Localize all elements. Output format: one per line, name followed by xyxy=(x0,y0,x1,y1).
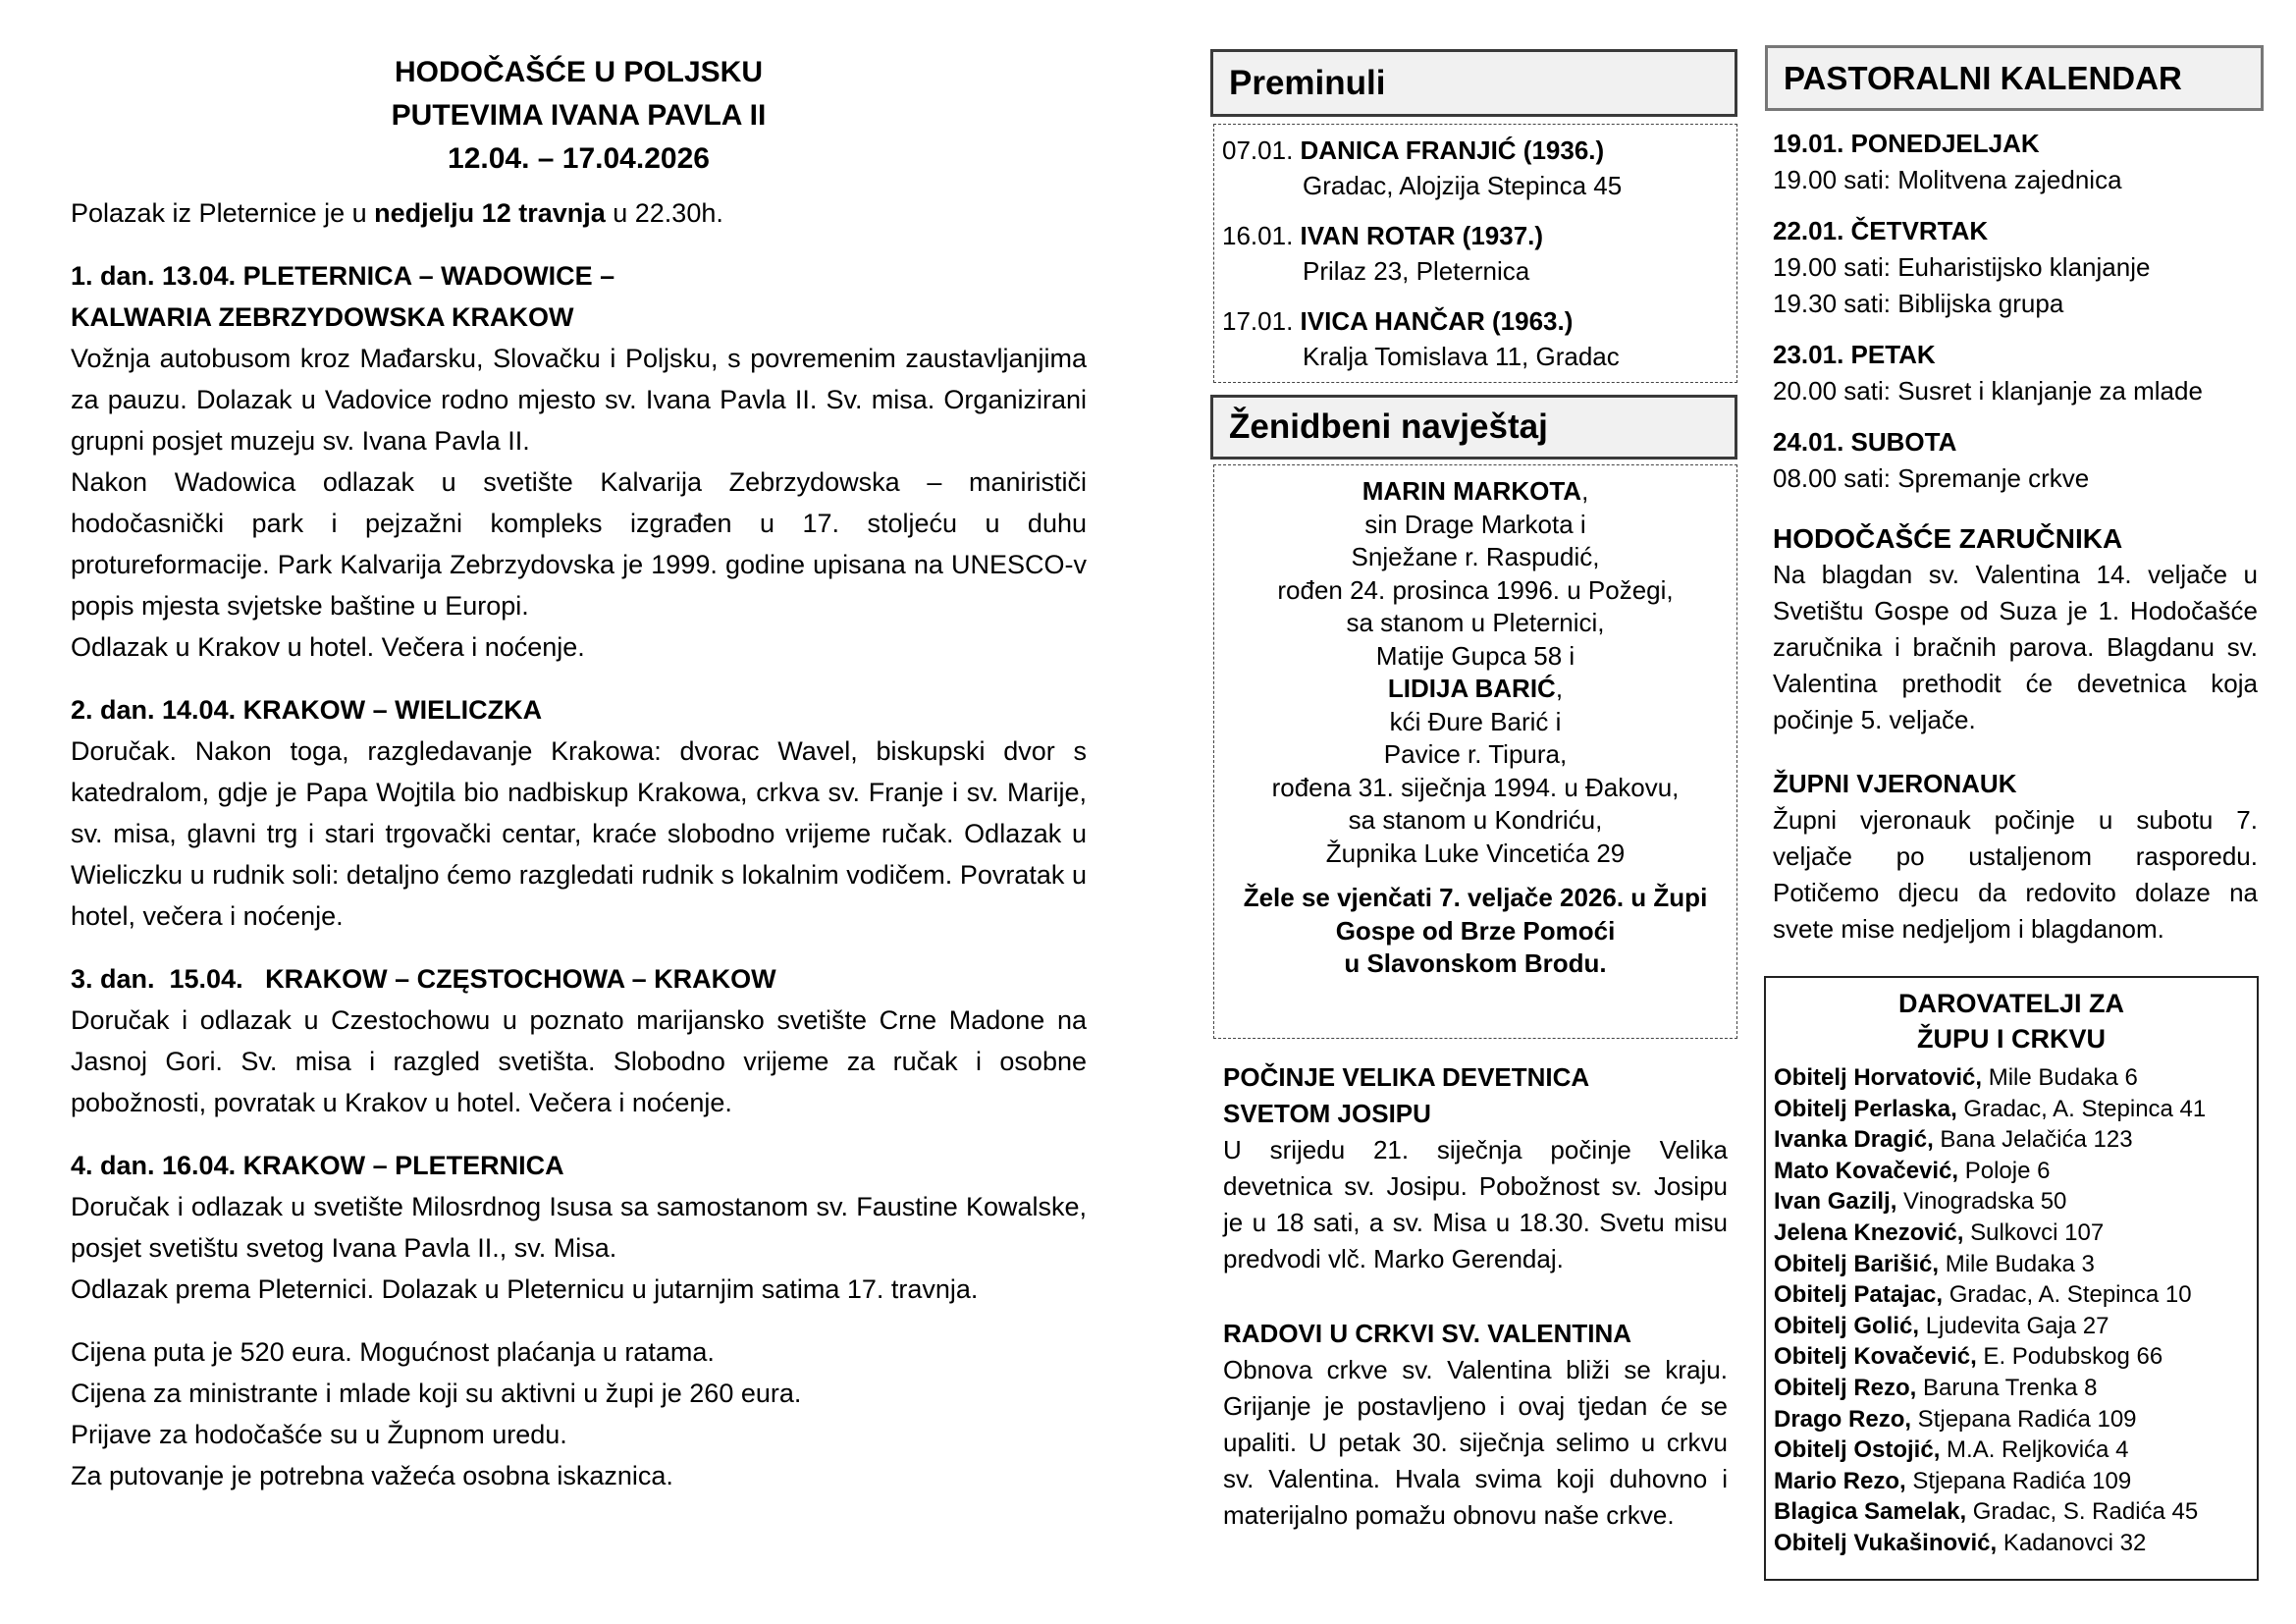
groom-name: MARIN MARKOTA xyxy=(1362,476,1582,506)
departure-text: Polazak iz Pleternice je u xyxy=(71,198,375,228)
calendar-event xyxy=(1773,337,2264,409)
donor-row xyxy=(1774,1496,2257,1528)
groom-detail: Matije Gupca 58 i xyxy=(1375,640,1575,671)
donor-row xyxy=(1774,1466,2257,1497)
id-requirement-line: Za putovanje je potrebna važeća osobna iskaznica. xyxy=(71,1461,673,1490)
event-day: 24.01. SUBOTA xyxy=(1773,427,1957,457)
donor-row xyxy=(1774,1094,2257,1125)
title-line: HODOČAŠĆE U POLJSKU xyxy=(394,56,764,88)
donor-name: Mato Kovačević, xyxy=(1774,1157,1959,1184)
wedding-line: u Slavonskom Brodu. xyxy=(1344,948,1607,978)
wedding-announcement xyxy=(1214,882,1736,981)
deceased-entry xyxy=(1222,218,1736,289)
church-works-section xyxy=(1223,1316,1728,1534)
bride-detail: Pavice r. Tipura, xyxy=(1383,739,1568,769)
donor-name: Jelena Knezović, xyxy=(1774,1218,1964,1246)
day-heading: 3. dan. 15.04. KRAKOW – CZĘSTOCHOWA – KRAKOW xyxy=(71,964,776,994)
day-paragraph: Doručak i odlazak u Czestochowu u poznato marijansko svetište Crne Madone na Jasnoj Gori. Sv. misa i razgled svetišta. Slobodno vrijeme za ručak i osobne pobožnosti, povratak u Krakov u hotel. Večera i noćenje. xyxy=(71,1005,1087,1117)
death-date: 16.01. xyxy=(1222,221,1294,250)
calendar-event xyxy=(1773,424,2264,497)
departure-time: u 22.30h. xyxy=(605,198,723,228)
day-paragraph: Vožnja autobusom kroz Mađarsku, Slovačku i Poljsku, s povremenim zaustavljanjima za pauzu. Dolazak u Vadovice rodno mjesto sv. Ivana Pavla II. Sv. misa. Organizirani grupni posjet muzeju sv. Ivana Pavla II. xyxy=(71,344,1087,456)
pastoral-calendar-title: PASTORALNI KALENDAR xyxy=(1784,59,2182,96)
church-works-text: Obnova crkve sv. Valentina bliži se kraju. Grijanje je postavljeno i ovaj tjedan će se upaliti. U petak 30. siječnja selimo u crkvu sv. Valentina. Hvala svima koji duhovno i materijalno pomažu obnovu naše crkve. xyxy=(1223,1355,1728,1530)
title-dates: 12.04. – 17.04.2026 xyxy=(448,142,710,175)
donor-address: Stjepana Radića 109 xyxy=(1911,1405,2137,1433)
deceased-name: DANICA FRANJIĆ (1936.) xyxy=(1300,135,1605,165)
donor-row xyxy=(1774,1156,2257,1187)
donor-row xyxy=(1774,1311,2257,1342)
novena-section xyxy=(1223,1059,1728,1277)
donor-address: Poloje 6 xyxy=(1958,1157,2051,1184)
donor-address: Stjepana Radića 109 xyxy=(1905,1467,2132,1494)
pilgrimage-info xyxy=(71,1331,1087,1496)
pilgrimage-article xyxy=(71,51,1087,1496)
calendar-event xyxy=(1773,126,2264,198)
deceased-name: IVAN ROTAR (1937.) xyxy=(1300,221,1544,250)
event-day: 23.01. PETAK xyxy=(1773,340,1936,369)
youth-price-line: Cijena za ministrante i mlade koji su aktivni u župi je 260 eura. xyxy=(71,1379,802,1408)
donor-name: Obitelj Golić, xyxy=(1774,1312,1920,1339)
event-item: 08.00 sati: Spremanje crkve xyxy=(1773,463,2090,493)
departure-date: nedjelju 12 travnja xyxy=(374,198,606,228)
church-works-heading: RADOVI U CRKVI SV. VALENTINA xyxy=(1223,1319,1632,1348)
price-line: Cijena puta je 520 eura. Mogućnost plaćanja u ratama. xyxy=(71,1337,715,1367)
donor-name: Obitelj Rezo, xyxy=(1774,1374,1917,1401)
donor-row xyxy=(1774,1435,2257,1466)
donors-box xyxy=(1764,976,2259,1581)
novena-heading: POČINJE VELIKA DEVETNICA xyxy=(1223,1062,1590,1092)
day-paragraph: Doručak. Nakon toga, razgledavanje Krakowa: dvorac Wavel, biskupski dvor s katedralom, gdje je Papa Wojtila bio nadbiskup Krakowa, crkva sv. Franje i sv. Marije, sv. misa, glavni trg i stari trgovački centar, kraće slobodno vrijeme ručak. Odlazak u Wieliczku u rudnik soli: detaljno ćemo razgledati rudnik s lokalnim vodičem. Povratak u hotel, večera i noćenje. xyxy=(71,736,1087,931)
donor-row xyxy=(1774,1186,2257,1218)
groom-detail: sin Drage Markota i xyxy=(1364,509,1586,539)
event-item: 20.00 sati: Susret i klanjanje za mlade xyxy=(1773,376,2203,406)
donor-address: Gradac, A. Stepinca 10 xyxy=(1943,1281,2192,1309)
donor-name: Obitelj Patajac, xyxy=(1774,1281,1944,1309)
donor-name: Obitelj Vukašinović, xyxy=(1774,1529,1998,1556)
catechism-text: Župni vjeronauk počinje u subotu 7. veljače po ustaljenom rasporedu. Potičemo djecu da redovito dolaze na svete mise nedjeljom i blagdanom. xyxy=(1773,805,2258,944)
donor-address: M.A. Reljkovića 4 xyxy=(1940,1436,2129,1464)
groom-detail: rođen 24. prosinca 1996. u Požegi, xyxy=(1277,574,1674,605)
event-item: 19.30 sati: Biblijska grupa xyxy=(1773,289,2064,318)
marriage-banns-title: Ženidbeni navještaj xyxy=(1229,407,1548,446)
deceased-entry xyxy=(1222,303,1736,374)
donor-name: Obitelj Kovačević, xyxy=(1774,1343,1977,1371)
donors-title xyxy=(1774,986,2257,1056)
marriage-banns-header xyxy=(1210,395,1737,460)
engaged-pilgrimage-text: Na blagdan sv. Valentina 14. veljače u Svetištu Gospe od Suza je 1. Hodočašće zaručnika i bračnih parova. Blagdanu sv. Valentina prethodit će devetnica koja počinje 5. veljače. xyxy=(1773,560,2258,734)
deceased-list xyxy=(1213,124,1737,383)
bride-detail: kći Đure Barić i xyxy=(1389,706,1562,736)
day-paragraph: Odlazak u Krakov u hotel. Večera i noćenje. xyxy=(71,632,585,662)
groom-detail: sa stanom u Pleternici, xyxy=(1346,608,1605,637)
event-day: 19.01. PONEDJELJAK xyxy=(1773,129,2040,158)
day-heading: 4. dan. 16.04. KRAKOW – PLETERNICA xyxy=(71,1151,564,1180)
day-heading: 1. dan. 13.04. PLETERNICA – WADOWICE – xyxy=(71,261,615,291)
donor-name: Mario Rezo, xyxy=(1774,1467,1906,1494)
event-item: 19.00 sati: Molitvena zajednica xyxy=(1773,165,2122,194)
donor-name: Drago Rezo, xyxy=(1774,1405,1912,1433)
wedding-line: Žele se vjenčati 7. veljače 2026. u Župi xyxy=(1243,883,1708,912)
day-4 xyxy=(71,1145,1087,1310)
deceased-header xyxy=(1210,49,1737,117)
day-paragraph: Odlazak prema Pleternici. Dolazak u Pleternicu u jutarnjim satima 17. travnja. xyxy=(71,1274,979,1304)
wedding-line: Gospe od Brze Pomoći xyxy=(1335,915,1616,946)
donor-name: Blagica Samelak, xyxy=(1774,1498,1967,1526)
donor-address: Sulkovci 107 xyxy=(1963,1218,2105,1246)
event-day: 22.01. ČETVRTAK xyxy=(1773,216,1989,245)
deceased-address: Gradac, Alojzija Stepinca 45 xyxy=(1303,171,1623,200)
donor-address: E. Podubskog 66 xyxy=(1976,1343,2163,1371)
donor-name: Ivan Gazilj, xyxy=(1774,1188,1897,1216)
donor-row xyxy=(1774,1279,2257,1311)
engaged-pilgrimage-section xyxy=(1773,520,2258,738)
bride-name: LIDIJA BARIĆ xyxy=(1387,674,1556,703)
donor-row xyxy=(1774,1062,2257,1094)
deceased-address: Kralja Tomislava 11, Gradac xyxy=(1303,342,1620,371)
donor-name: Obitelj Horvatović, xyxy=(1774,1064,1983,1091)
deceased-entry xyxy=(1222,133,1736,203)
donor-address: Baruna Trenka 8 xyxy=(1916,1374,2098,1401)
day-heading: 2. dan. 14.04. KRAKOW – WIELICZKA xyxy=(71,695,543,725)
donor-address: Vinogradska 50 xyxy=(1896,1188,2067,1216)
donor-address: Kadanovci 32 xyxy=(1997,1529,2147,1556)
bride-detail: Župnika Luke Vincetića 29 xyxy=(1325,838,1626,868)
deceased-name: IVICA HANČAR (1963.) xyxy=(1300,306,1574,336)
donor-address: Gradac, S. Radića 45 xyxy=(1966,1498,2199,1526)
day-paragraph: Doručak i odlazak u svetište Milosrdnog Isusa sa samostanom sv. Faustine Kowalske, posjet svetištu svetog Ivana Pavla II., sv. Misa. xyxy=(71,1192,1087,1263)
death-date: 07.01. xyxy=(1222,135,1294,165)
bride-detail: rođena 31. siječnja 1994. u Đakovu, xyxy=(1271,772,1680,802)
donor-row xyxy=(1774,1373,2257,1404)
donor-row xyxy=(1774,1528,2257,1559)
donor-name: Ivanka Dragić, xyxy=(1774,1126,1934,1154)
donor-name: Obitelj Barišić, xyxy=(1774,1250,1940,1277)
groom-detail: Snježane r. Raspudić, xyxy=(1351,542,1600,571)
novena-heading: SVETOM JOSIPU xyxy=(1223,1099,1431,1128)
donor-row xyxy=(1774,1341,2257,1373)
title-line: PUTEVIMA IVANA PAVLA II xyxy=(391,99,767,132)
donor-address: Gradac, A. Stepinca 41 xyxy=(1956,1095,2207,1122)
donor-row xyxy=(1774,1218,2257,1249)
pastoral-calendar-header xyxy=(1765,45,2264,111)
day-heading: KALWARIA ZEBRZYDOWSKA KRAKOW xyxy=(71,302,574,332)
donor-name: Obitelj Ostojić, xyxy=(1774,1436,1941,1464)
pilgrimage-title xyxy=(71,51,1087,181)
day-paragraph: Nakon Wadowica odlazak u svetište Kalvarija Zebrzydowska – manirističi hodočasnički park i pejzažni kompleks izgrađen u 17. stoljeću u duhu protureformacije. Park Kalvarija Zebrzydovska je 1999. godine upisana na UNESCO-v popis mjesta svjetske baštine u Europi. xyxy=(71,467,1087,621)
donor-address: Mile Budaka 3 xyxy=(1939,1250,2095,1277)
pastoral-calendar xyxy=(1773,126,2264,512)
day-1 xyxy=(71,255,1087,668)
engaged-pilgrimage-heading: HODOČAŠĆE ZARUČNIKA xyxy=(1773,523,2123,554)
donor-address: Bana Jelačića 123 xyxy=(1933,1126,2133,1154)
event-item: 19.00 sati: Euharistijsko klanjanje xyxy=(1773,252,2151,282)
day-2 xyxy=(71,689,1087,937)
donor-row xyxy=(1774,1124,2257,1156)
registration-line: Prijave za hodočašće su u Župnom uredu. xyxy=(71,1420,567,1449)
donor-address: Mile Budaka 6 xyxy=(1982,1064,2138,1091)
bride-detail: sa stanom u Kondriću, xyxy=(1348,805,1603,835)
donor-row xyxy=(1774,1404,2257,1435)
deceased-title: Preminuli xyxy=(1229,63,1386,102)
donor-address: Ljudevita Gaja 27 xyxy=(1919,1312,2109,1339)
calendar-event xyxy=(1773,213,2264,322)
donor-row xyxy=(1774,1249,2257,1280)
novena-text: U srijedu 21. siječnja počinje Velika devetnica sv. Josipu. Pobožnost sv. Josipu je u 18 sati, a sv. Misa u 18.30. Svetu misu predvodi vlč. Marko Gerendaj. xyxy=(1223,1135,1728,1273)
marriage-banns-box: MARIN MARKOTA, sin Drage Markota i Snježane r. Raspudić, rođen 24. prosinca 1996. u Požegi, sa stanom u Pleternici, Matije Gupca 58 i LIDIJA BARIĆ, kći Đure Barić i Pavice r. Tipura, rođena 31. siječnja 1994. u Đakovu, sa stanom u Kondriću, Župnika Luke Vincetića 29 Žele se vjenčati 7. veljače 2026. u Župi Gospe od Brze Pomoći u Slavonskom Brodu. xyxy=(1213,464,1737,1039)
catechism-heading: ŽUPNI VJERONAUK xyxy=(1773,769,2017,798)
day-3 xyxy=(71,958,1087,1123)
donors-title-line: ŽUPU I CRKVU xyxy=(1916,1024,2106,1054)
donors-title-line: DAROVATELJI ZA xyxy=(1897,989,2124,1018)
donor-name: Obitelj Perlaska, xyxy=(1774,1095,1957,1122)
catechism-section xyxy=(1773,766,2258,947)
deceased-address: Prilaz 23, Pleternica xyxy=(1303,256,1530,286)
death-date: 17.01. xyxy=(1222,306,1294,336)
departure-line xyxy=(71,192,1087,234)
